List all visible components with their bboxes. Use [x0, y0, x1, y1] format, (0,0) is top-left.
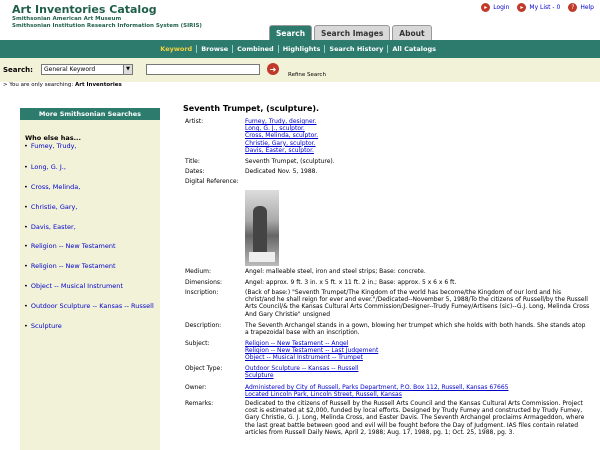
- help-icon: ?: [568, 3, 577, 12]
- nav-bar: [0, 40, 600, 58]
- siris-subtitle: Smithsonian Institution Research Information System (SIRIS): [12, 23, 202, 29]
- artist-link[interactable]: Christie, Gary, sculptor.: [245, 139, 316, 147]
- museum-subtitle: Smithsonian American Art Museum: [12, 16, 122, 22]
- go-button[interactable]: [267, 63, 279, 75]
- object-type-link[interactable]: Outdoor Sculpture -- Kansas -- Russell: [245, 365, 359, 372]
- nav-highlights[interactable]: Highlights: [279, 45, 326, 53]
- subject-link[interactable]: Object -- Musical Instrument -- Trumpet: [245, 354, 363, 362]
- sidebar-item[interactable]: • Christie, Gary,: [24, 203, 78, 211]
- header: [0, 0, 600, 40]
- arrow-right-icon: ➜: [269, 64, 277, 74]
- mylist-link[interactable]: ▸ My List - 0: [517, 3, 560, 12]
- search-type-value: General Keyword: [44, 66, 96, 73]
- artist-link[interactable]: Long, G. J., sculptor.: [245, 125, 305, 133]
- sidebar-item[interactable]: • Long, G. J.,: [24, 163, 66, 171]
- tab-about[interactable]: About: [392, 25, 431, 40]
- top-links: [481, 3, 594, 12]
- sidebar-item[interactable]: • Outdoor Sculpture -- Kansas -- Russell: [24, 302, 154, 310]
- search-bar: [0, 58, 600, 82]
- list-icon: ▸: [517, 3, 526, 12]
- record-title: Seventh Trumpet, (sculpture).: [183, 104, 320, 113]
- nav-browse[interactable]: Browse: [197, 45, 233, 53]
- tab-search-images[interactable]: Search Images: [314, 25, 390, 40]
- app-title[interactable]: Art Inventories Catalog: [12, 3, 157, 16]
- sidebar-item[interactable]: • Religion -- New Testament: [24, 262, 116, 270]
- search-scope: > You are only searching: Art Inventories: [3, 82, 122, 88]
- owner-link[interactable]: Administered by City of Russell, Parks Department, P.O. Box 112, Russell, Kansas 67665: [245, 384, 509, 391]
- sidebar-item[interactable]: • Religion -- New Testament: [24, 242, 116, 250]
- object-type-link[interactable]: Sculpture: [245, 372, 274, 380]
- artist-link[interactable]: Davis, Easter, sculptor.: [245, 146, 314, 154]
- sidebar-item[interactable]: • Cross, Melinda,: [24, 183, 81, 191]
- chevron-down-icon: ▼: [123, 65, 132, 74]
- record-detail: Seventh Trumpet, (sculpture). Artist: Fumey, Trudy, designer. Long, G. J., sculptor. Cross, Melinda, sculptor. Christie, Gary, sculptor. Davis, Easter, sculptor. Title: Seventh Trumpet, (sculpture). Dates: Dedicated Nov. 5, 1988. Digital Reference: Medium: Angel: malleable steel, iron and steel strips; Base: concrete. Dimensions: Angel: approx. 9 ft. 3 in. x 5 ft. x 11 ft. 2 in.; Base: approx. 5 x 6 x 6 ft. Inscription: (Back of base:) "Seventh Trumpet/The Kingdom of the world has become/the Kingdom of our lord and his christ/and he shall reign for ever and ever."/Dedicated--November 5, 1988/To the citizens of Russell/by the Russell Arts Council/& the Kansas Cultural Arts Commission/Designer--Trudy Fumey/Artisens (sic)--G.J. Long, Melinda Cross And Gary Christie" unsigned Description: The Seventh Archangel stands in a gown, blowing her trumpet which she holds with both hands. She stands atop a trapezoidal base with an inscription. Subject: Religion -- New Testament -- Angel Religion -- New Testament -- Last Judgement Object -- Musical Instrument -- Trumpet Object Type: Outdoor Sculpture -- Kansas -- Russell Sculpture Owner: Administered by City of Russell, Parks Department, P.O. Box 112, Russell, Kansas 67665 Located Lincoln Park, Lincoln Street, Russell, Kansas Remarks: Dedicated to the citizens of Russell by the Russell Arts Council and the Kansas Cultural Arts Commission. Project cost is estimated at $2,000, funded by local efforts. Designed by Trudy Fumey and constructed by Trudy Fumey, Gary Christie, G. J. Long, Melinda Cross, and Easter Davis. The Seventh Archangel proclaims Armageddon, where the last great battle between good and evil will be fought before the Day of Judgment. IAS files contain related articles from Russell Daily News, April 2, 1988; Aug. 17, 1988, pg. 1; Oct. 25, 1988, pg. 3.: [183, 104, 595, 119]
- sidebar: [20, 108, 160, 450]
- sidebar-subtitle: Who else has...: [25, 134, 81, 142]
- nav-combined[interactable]: Combined: [233, 45, 279, 53]
- nav-search-history[interactable]: Search History: [325, 45, 388, 53]
- sidebar-item[interactable]: • Sculpture: [24, 322, 62, 330]
- subject-link[interactable]: Religion -- New Testament -- Angel: [245, 340, 349, 347]
- sidebar-title: More Smithsonian Searches: [20, 108, 160, 120]
- refine-search-link[interactable]: Refine Search: [288, 72, 326, 78]
- sidebar-item[interactable]: • Davis, Easter,: [24, 223, 76, 231]
- artist-link[interactable]: Fumey, Trudy, designer.: [245, 118, 317, 125]
- login-icon: ▸: [481, 3, 490, 12]
- sculpture-thumbnail[interactable]: [245, 190, 279, 266]
- sidebar-item[interactable]: • Fumey, Trudy,: [24, 142, 77, 150]
- tab-bar: [269, 25, 432, 40]
- subject-link[interactable]: Religion -- New Testament -- Last Judgement: [245, 347, 379, 355]
- search-label: Search:: [3, 66, 33, 74]
- sidebar-item[interactable]: • Object -- Musical Instrument: [24, 282, 123, 290]
- search-input[interactable]: [146, 64, 260, 75]
- login-link[interactable]: ▸ Login: [481, 3, 509, 12]
- tab-search[interactable]: Search: [269, 25, 312, 40]
- nav-keyword[interactable]: Keyword: [156, 45, 197, 53]
- search-type-select[interactable]: [41, 64, 133, 75]
- owner-link[interactable]: Located Lincoln Park, Lincoln Street, Russell, Kansas: [245, 391, 402, 399]
- artist-link[interactable]: Cross, Melinda, sculptor.: [245, 132, 319, 140]
- nav-all-catalogs[interactable]: All Catalogs: [392, 45, 436, 53]
- help-link[interactable]: ? Help: [568, 3, 594, 12]
